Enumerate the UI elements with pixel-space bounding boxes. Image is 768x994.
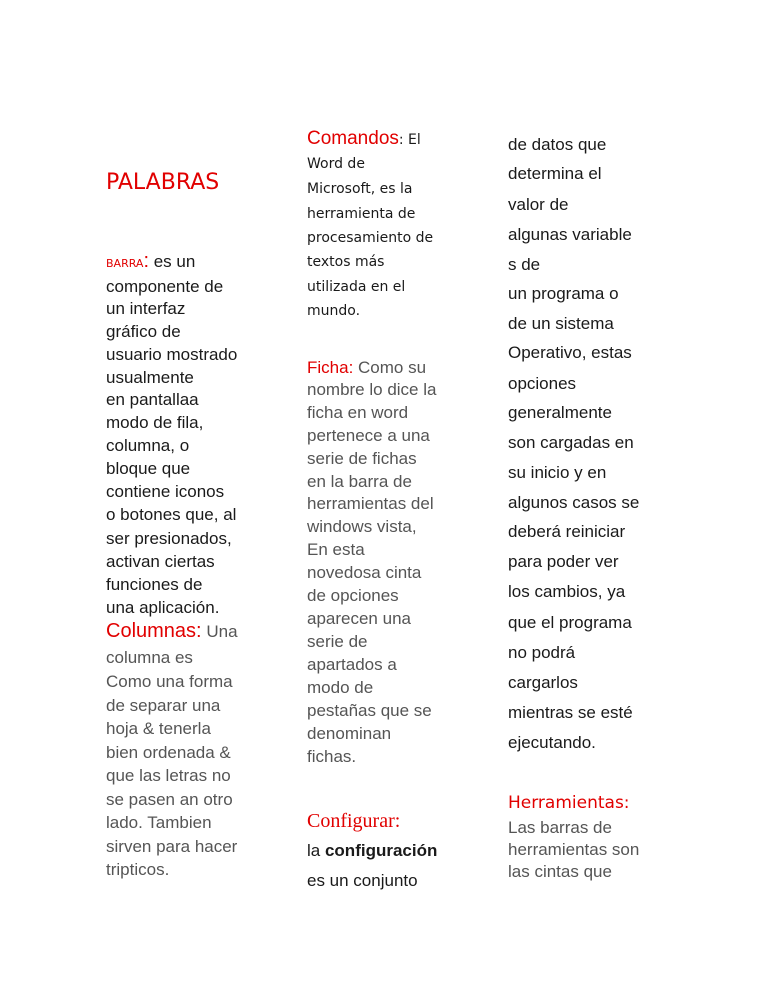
herramientas-label: Herramientas: [508, 793, 630, 813]
comandos-line: utilizada en el [307, 279, 406, 295]
col3-line: los cambios, ya [508, 582, 626, 601]
columnas-line: Como una forma [106, 672, 233, 691]
col3-line: valor de [508, 195, 569, 214]
columnas-line: lado. Tambien [106, 813, 212, 832]
configuracion-line [307, 841, 437, 861]
comandos-line: Microsoft, es la [307, 181, 413, 197]
barra-line: contiene iconos [106, 482, 225, 501]
comandos-line: textos más [307, 254, 385, 270]
col3-line: generalmente [508, 403, 612, 422]
col3-line: no podrá [508, 643, 576, 662]
barra-line: columna, o [106, 436, 190, 455]
col3-line: cargarlos [508, 673, 578, 692]
configurar-label: Configurar: [307, 810, 401, 832]
col3-line: ejecutando. [508, 733, 596, 752]
config-bold: configuración [324, 841, 438, 860]
comandos-line: Word de [307, 156, 365, 172]
columnas-line: se pasen an otro [106, 790, 233, 809]
col3-line: s de [508, 255, 541, 274]
comandos-line: herramienta de [307, 206, 416, 222]
col3-line: mientras se esté [508, 703, 633, 722]
columnas-line: bien ordenada & [106, 743, 231, 762]
barra-line: funciones de [106, 575, 203, 594]
columnas-text: Una [201, 622, 238, 641]
ficha-line: herramientas del [307, 494, 434, 513]
barra-line: un interfaz [106, 299, 186, 318]
barra-line: una aplicación. [106, 598, 220, 617]
col3-line: son cargadas en [508, 433, 634, 452]
ficha-line: modo de [307, 678, 374, 697]
col3-line: que el programa [508, 613, 632, 632]
ficha-text: Como su [353, 358, 427, 377]
col3-line: deberá reiniciar [508, 522, 626, 541]
barra-colon: : [143, 250, 149, 272]
ficha-first-line [307, 358, 426, 378]
ficha-line: pertenece a una [307, 426, 430, 445]
col3-line: algunos casos se [508, 493, 640, 512]
ficha-line: ficha en word [307, 403, 409, 422]
config-la: la [307, 841, 325, 860]
col3-line: un programa o [508, 284, 619, 303]
ficha-line: denominan [307, 724, 392, 743]
ficha-line: en la barra de [307, 472, 412, 491]
col3-line: de datos que [508, 135, 607, 154]
col3-line: opciones [508, 374, 577, 393]
ficha-line: apartados a [307, 655, 397, 674]
barra-line: activan ciertas [106, 552, 215, 571]
herramientas-line: las cintas que [508, 862, 612, 881]
ficha-line: aparecen una [307, 609, 411, 628]
herramientas-line: herramientas son [508, 840, 640, 859]
barra-line: bloque que [106, 459, 191, 478]
barra-line: modo de fila, [106, 413, 204, 432]
configuracion-line: es un conjunto [307, 871, 418, 890]
barra-text: es un [149, 252, 196, 271]
herramientas-line: Las barras de [508, 818, 612, 837]
col3-line: algunas variable [508, 225, 632, 244]
ficha-label: Ficha: [307, 358, 354, 377]
columnas-label: Columnas: [106, 620, 202, 642]
barra-line: o botones que, al [106, 505, 237, 524]
barra-line: usuario mostrado [106, 345, 238, 364]
columnas-line: columna es [106, 648, 193, 667]
col3-line: Operativo, estas [508, 343, 632, 362]
ficha-line: novedosa cinta [307, 563, 422, 582]
columnas-first-line [106, 620, 238, 643]
barra-label: BARRA [106, 257, 144, 270]
barra-line: ser presionados, [106, 529, 232, 548]
ficha-line: de opciones [307, 586, 399, 605]
section-title: PALABRAS [106, 170, 220, 195]
columnas-line: tripticos. [106, 860, 170, 879]
col3-line: para poder ver [508, 552, 619, 571]
ficha-line: windows vista, [307, 517, 417, 536]
comandos-line: procesamiento de [307, 230, 434, 246]
barra-first-line [106, 250, 195, 273]
barra-line: componente de [106, 277, 224, 296]
columnas-line: hoja & tenerla [106, 719, 211, 738]
columnas-line: de separar una [106, 696, 221, 715]
ficha-line: fichas. [307, 747, 357, 766]
comandos-first-line [307, 128, 421, 150]
ficha-line: serie de [307, 632, 368, 651]
col3-line: su inicio y en [508, 463, 607, 482]
comandos-label: Comandos [307, 128, 399, 149]
col3-line: de un sistema [508, 314, 614, 333]
barra-line: gráfico de [106, 322, 181, 341]
barra-line: en pantallaa [106, 390, 199, 409]
ficha-line: serie de fichas [307, 449, 417, 468]
ficha-line: En esta [307, 540, 365, 559]
ficha-line: pestañas que se [307, 701, 432, 720]
ficha-line: nombre lo dice la [307, 380, 437, 399]
col3-line: determina el [508, 164, 602, 183]
columnas-line: sirven para hacer [106, 837, 238, 856]
comandos-line: mundo. [307, 303, 361, 319]
barra-line: usualmente [106, 368, 194, 387]
comandos-text: : El [398, 132, 421, 148]
columnas-line: que las letras no [106, 766, 231, 785]
